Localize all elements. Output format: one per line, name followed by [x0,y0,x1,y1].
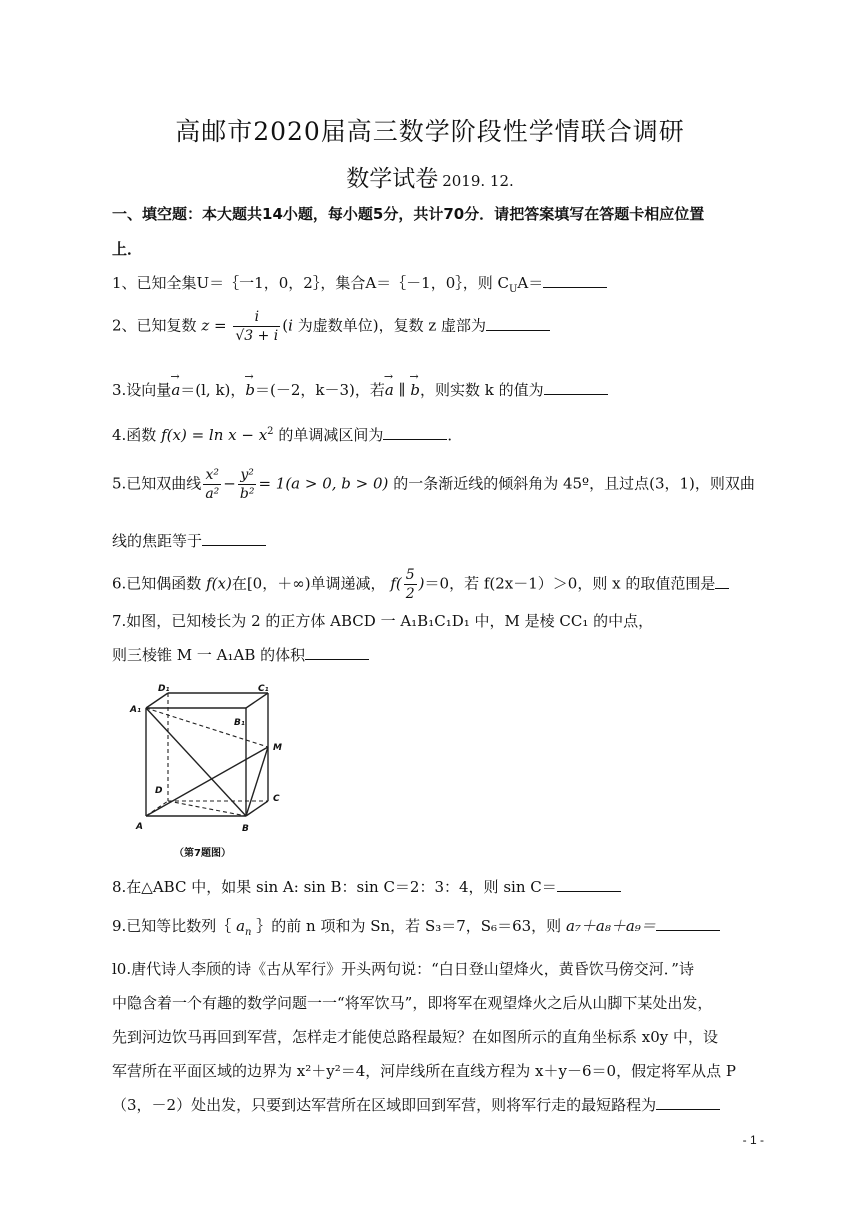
parallel-symbol: ∥ [393,381,411,399]
q4-function: f(x) = ln x − x [161,426,268,444]
question-3 [112,379,608,400]
q3-prefix: 3.设向量 [112,381,172,399]
question-9 [112,915,720,938]
label-D: D [155,786,163,796]
vector-b: → b [245,381,255,399]
q1-tail: A＝ [517,274,544,292]
q2-fraction [233,308,280,345]
q2-prefix: 2、已知复数 [112,316,197,335]
q9-prefix: 9.已知等比数列｛ [112,917,232,935]
q5-den-b: b² [239,486,255,502]
q4-suffix: 的单调减区间为 [278,426,384,444]
label-M: M [273,743,282,753]
q7-line2: 则三棱锥 M 一 A₁AB 的体积 [112,646,306,664]
question-7-line2 [112,644,369,665]
q6-denominator: 2 [405,586,415,602]
q8-text: 8.在△ABC 中，如果 sin A: sin B：sin C＝2：3：4，则 sin C＝ [112,878,557,896]
q2-suffix: 为虚数单位)，复数 z 虚部为 [297,316,487,335]
q5-middle: 的一条渐近线的倾斜角为 45º，且过点(3，1)，则双曲 [393,474,755,493]
q5-minus: − [223,474,236,493]
q9-n: n [245,927,252,938]
q5-condition: = 1(a > 0, b > 0) [258,474,389,493]
q6-fraction [404,566,417,603]
answer-blank [543,273,607,288]
q2-denominator: √3 + i [235,328,279,344]
q9-terms: a₇＋a₈＋a₉＝ [565,917,656,935]
q1-subscript: U [508,284,518,295]
question-10-line2: 中隐含着一个有趣的数学问题一一“将军饮马”，即将军在观望烽火之后从山脚下某处出发， [112,994,713,1012]
q2-numerator: i [233,308,280,327]
q2-var-z: z [201,316,210,335]
answer-blank [656,1095,720,1110]
q6-part2: ＝0，若 f(2x－1）＞0，则 x 的取值范围是 [424,574,716,593]
q6-close: ) [418,574,425,593]
figure-caption: （第7题图） [174,848,231,859]
q10-line5: （3，－2）处出发，只要到达军营所在区域即回到军营，则将军行走的最短路程为 [112,1096,657,1114]
q4-end: ． [447,426,463,444]
question-10-line5 [112,1094,720,1115]
q6-fx: f(x) [206,574,232,593]
question-10-line3: 先到河边饮马再回到军营，怎样走才能使总路程最短？在如图所示的直角坐标系 x0y 中，设 [112,1028,719,1046]
answer-blank [383,425,447,440]
q3-part3: ，则实数 k 的值为 [419,381,544,399]
answer-blank [656,916,720,931]
vector-a: → a [171,381,180,399]
q5-prefix: 5.已知双曲线 [112,474,202,493]
q6-part1: 在[0，＋∞)单调递减， [231,574,386,593]
question-10-line4: 军营所在平面区域的边界为 x²＋y²＝4，河岸线所在直线方程为 x＋y－6＝0，假定将军从点 P [112,1062,736,1080]
q5-fraction-y [238,466,257,503]
section-heading-line1: 一、填空题：本大题共14小题，每小题5分，共计70分．请把答案填写在答题卡相应位置 [112,205,705,223]
answer-blank [202,531,266,546]
question-1 [112,272,607,295]
label-C: C [273,794,280,804]
question-5 [112,466,755,503]
label-A1: A₁ [130,705,141,715]
page-subtitle [0,160,860,193]
question-6 [112,566,729,603]
section-heading-line2: 上． [112,240,143,258]
q3-part1: ＝(l, k)， [180,381,246,399]
label-C1: C₁ [258,684,269,694]
q6-numerator: 5 [405,567,415,583]
answer-blank [557,877,621,892]
page-number: - 1 - [742,1133,764,1147]
vector-b: → b [410,381,420,399]
answer-blank [486,316,550,331]
subtitle-text: 数学试卷 [346,166,439,192]
q5-fraction-x [203,466,221,503]
q3-part2: ＝(－2，k－3)，若 [255,381,385,399]
q6-prefix: 6.已知偶函数 [112,574,202,593]
question-10-line1: l0.唐代诗人李颀的诗《古从军行》开头两句说：“白日登山望烽火，黄昏饮马傍交河．”诗 [112,960,694,978]
answer-blank [544,380,608,395]
label-A: A [136,822,143,832]
q9-a: a [236,917,246,935]
q6-f: f( [390,574,402,593]
exam-date: 2019. 12. [442,172,514,190]
vector-a: → a [385,381,394,399]
question-2: 2、已知复数 z = $\frac{i}{√3 + i}$ (i 为虚数单位)，复数 z 虚部为 [112,308,550,345]
q4-exponent: 2 [267,426,274,437]
q4-prefix: 4.函数 [112,426,157,444]
cube-figure [128,683,288,863]
label-B: B [242,824,249,834]
answer-blank [305,645,369,660]
question-5-line2 [112,530,266,551]
question-8 [112,876,621,897]
label-D1: D₁ [158,684,170,694]
question-4 [112,424,462,445]
q2-var-i: i [288,316,293,335]
page-title: 高邮市2020届高三数学阶段性学情联合调研 [175,117,685,146]
label-B1: B₁ [234,718,245,728]
q5-num-x: x² [203,466,221,485]
q5-den-a: a² [205,486,220,502]
q1-text: 1、已知全集U＝｛一1，0，2｝，集合A＝｛－1，0｝，则 C [112,274,509,292]
q5-line2: 线的焦距等于 [112,532,203,550]
question-7: 7.如图，已知棱长为 2 的正方体 ABCD 一 A₁B₁C₁D₁ 中，M 是棱 CC₁ 的中点， [112,612,654,630]
q5-num-y: y² [238,466,257,485]
q9-part1: ｝的前 n 项和为 Sn，若 S₃＝7，S₆＝63，则 [256,917,562,935]
answer-blank [715,574,729,589]
